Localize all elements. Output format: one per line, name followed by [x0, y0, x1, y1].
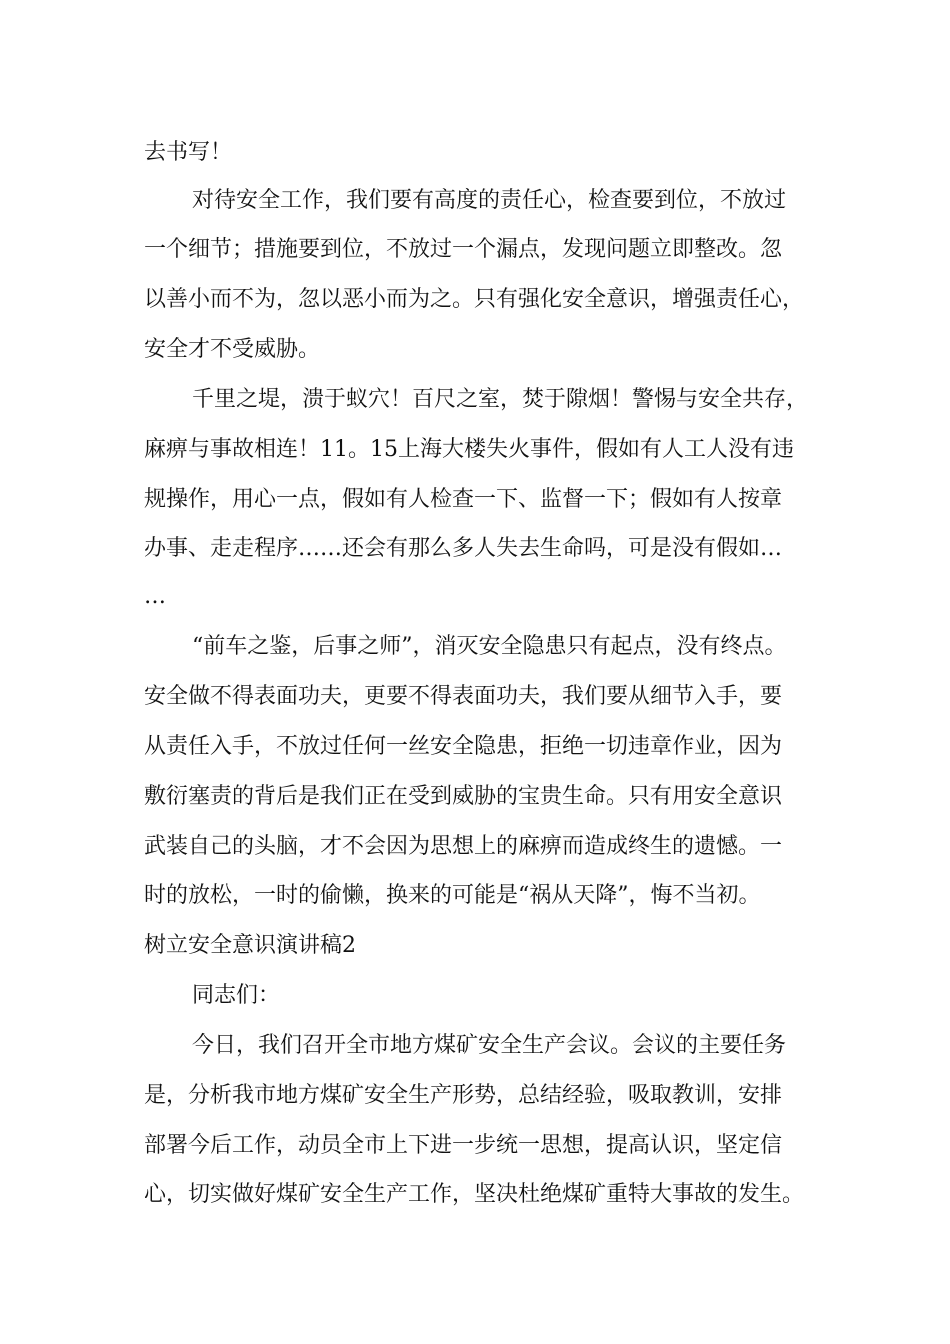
paragraph-first-line: 千里之堤，溃于蚁穴！百尺之室，焚于隙烟！警惕与安全共存， [192, 387, 809, 412]
text-line: 时的放松，一时的偷懒，换来的可能是“祸从天降”，悔不当初。 [144, 883, 761, 908]
paragraph-first-line: 对待安全工作，我们要有高度的责任心，检查要到位，不放过 [192, 188, 787, 213]
text-line: 安全做不得表面功夫，更要不得表面功夫，我们要从细节入手，要 [144, 684, 783, 709]
text-line: 安全才不受威胁。 [144, 337, 321, 362]
text-line: 办事、走走程序……还会有那么多人失去生命吗，可是没有假如… [144, 536, 783, 561]
paragraph-first-line: “前车之鉴，后事之师”，消灭安全隐患只有起点，没有终点。 [192, 634, 787, 659]
text-line: … [144, 584, 166, 609]
text-line: 规操作，用心一点，假如有人检查一下、监督一下；假如有人按章 [144, 487, 783, 512]
text-line: 部署今后工作，动员全市上下进一步统一思想，提高认识，坚定信 [144, 1133, 783, 1158]
text-line: 武装自己的头脑，才不会因为思想上的麻痹而造成终生的遗憾。一 [144, 834, 783, 859]
text-line: 麻痹与事故相连！11。15上海大楼失火事件，假如有人工人没有违 [144, 437, 794, 462]
text-line: 一个细节；措施要到位，不放过一个漏点，发现问题立即整改。忽 [144, 237, 783, 262]
text-line: 是，分析我市地方煤矿安全生产形势，总结经验，吸取教训，安排 [144, 1083, 783, 1108]
text-line: 从责任入手，不放过任何一丝安全隐患，拒绝一切违章作业，因为 [144, 734, 783, 759]
section-title: 树立安全意识演讲稿2 [144, 933, 356, 958]
text-line: 去书写！ [144, 140, 233, 165]
text-line: 敷衍塞责的背后是我们正在受到威胁的宝贵生命。只有用安全意识 [144, 784, 783, 809]
text-line: 以善小而不为，忽以恶小而为之。只有强化安全意识，增强责任心， [144, 287, 805, 312]
paragraph-first-line: 今日，我们召开全市地方煤矿安全生产会议。会议的主要任务 [192, 1033, 787, 1058]
salutation: 同志们： [192, 983, 281, 1008]
text-line: 心，切实做好煤矿安全生产工作，坚决杜绝煤矿重特大事故的发生。 [144, 1182, 805, 1207]
